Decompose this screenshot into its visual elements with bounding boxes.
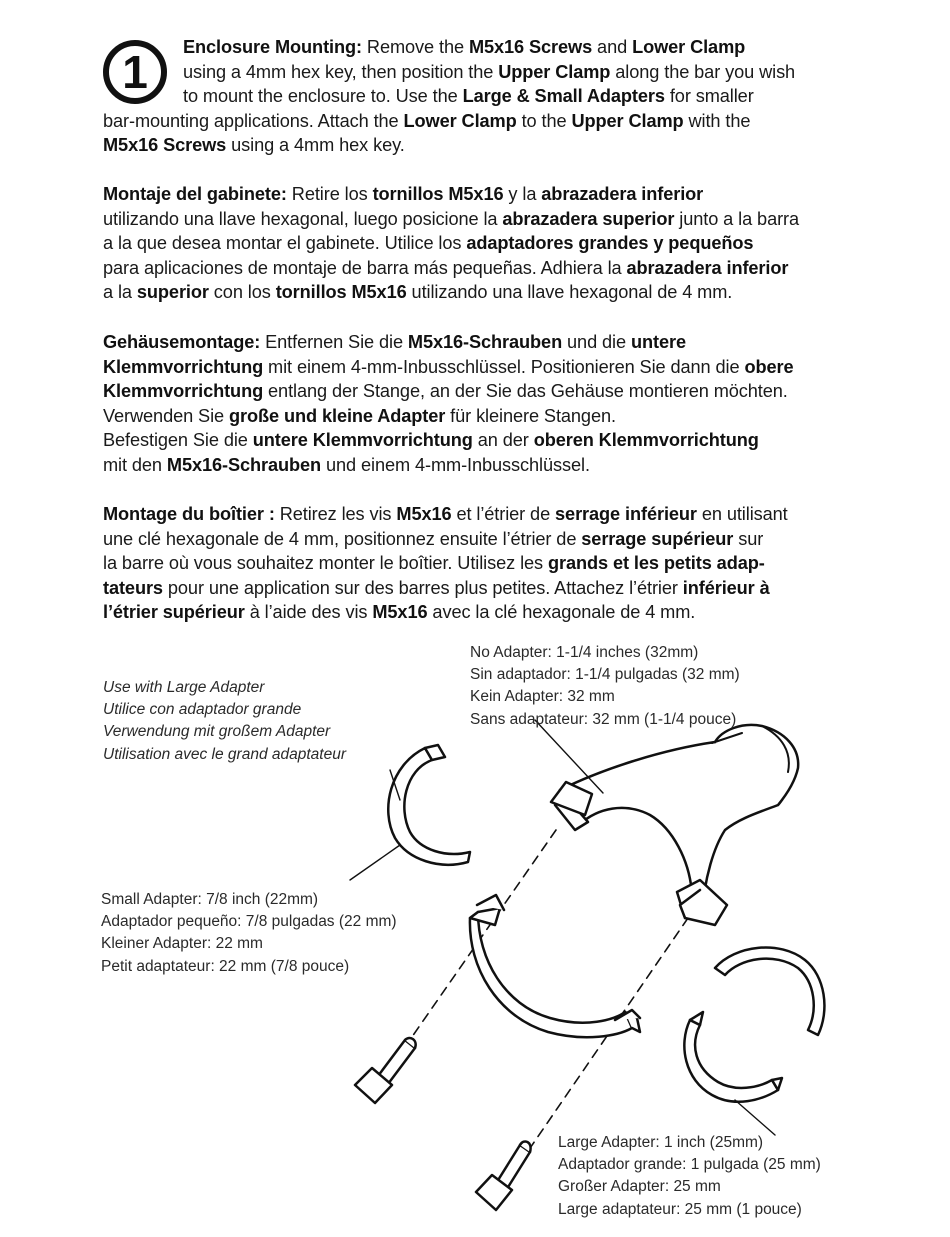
lower-clamp (470, 895, 640, 1037)
caption-line: No Adapter: 1-1/4 inches (32mm) (470, 644, 699, 661)
caption-line: Utilisation avec le grand adaptateur (103, 745, 346, 763)
bold-term: obere (744, 356, 794, 377)
text-run: using a 4mm hex key, then position the (183, 61, 499, 82)
caption-line: Large Adapter: 1 inch (25mm) (558, 1134, 764, 1151)
bold-term: abrazadera inferior (541, 184, 704, 204)
text-run: along the bar you wish (610, 61, 796, 82)
caption-line: Adaptador grande: 1 pulgada (25 mm) (558, 1156, 821, 1174)
text-run: and (592, 37, 633, 57)
bold-term: M5x16-Schrauben (407, 332, 563, 352)
text-run: für kleinere Stangen. (445, 405, 616, 426)
text-run: sur (733, 528, 764, 549)
bold-term: Klemmvorrichtung (103, 356, 264, 377)
bold-term: Large & Small Adapters (462, 86, 665, 106)
text-run: mit den (103, 454, 167, 475)
text-run: to the (516, 110, 572, 131)
bold-term: superior (136, 282, 209, 302)
caption-no-adapter (470, 642, 740, 731)
bold-term: grands et les petits adap- (547, 553, 765, 573)
bold-term: serrage supérieur (581, 528, 734, 549)
caption-line: Kein Adapter: 32 mm (470, 688, 615, 706)
caption-line: Sin adaptador: 1-1/4 pulgadas (32 mm) (470, 666, 740, 684)
bold-term: l’étrier supérieur (103, 602, 245, 622)
text-run: para aplicaciones de montaje de barra más pequeñas. Adhiera la (103, 257, 627, 278)
bold-term: inférieur à (682, 577, 770, 598)
caption-line: Small Adapter: 7/8 inch (22mm) (101, 891, 319, 908)
bold-term: große und kleine Adapter (229, 405, 446, 426)
text-run: Remove the (361, 37, 469, 57)
text-run: la barre où vous souhaitez monter le boîtier. Utilisez les (103, 553, 548, 573)
text-run: Befestigen Sie die (103, 430, 253, 450)
text-run: a la (103, 282, 137, 302)
bold-term: M5x16 (396, 504, 452, 524)
step-number: 1 (122, 46, 148, 98)
text-run: und die (562, 332, 631, 352)
bold-term: serrage inférieur (555, 504, 697, 524)
text-run: pour une application sur des barres plus petites. Attachez l’étrier (162, 577, 683, 598)
text-run: à l’aide des vis (244, 602, 373, 622)
bold-term: tornillos M5x16 (275, 282, 407, 302)
text-run: bar-mounting applications. Attach the (103, 110, 404, 131)
small-adapter (388, 745, 470, 865)
bold-term: M5x16 Screws (103, 135, 227, 155)
caption-line: Großer Adapter: 25 mm (558, 1178, 721, 1196)
bold-term: oberen Klemmvorrichtung (533, 430, 759, 450)
text-run: junto a la barra (674, 208, 800, 229)
caption-use-large-adapter (103, 677, 346, 766)
text-run: y la (503, 184, 542, 204)
text-run: a la que desea montar el gabinete. Utilice los (103, 233, 467, 253)
text-run: Verwenden Sie (103, 405, 230, 426)
text-run: et l’étrier de (451, 504, 556, 524)
bold-term: untere Klemmvorrichtung (252, 430, 473, 450)
screw-right (476, 1141, 531, 1210)
caption-line: Use with Large Adapter (103, 679, 265, 696)
large-adapter (684, 948, 824, 1102)
bold-term: Montage du boîtier : (103, 504, 275, 524)
caption-line: Adaptador pequeño: 7/8 pulgadas (22 mm) (101, 913, 397, 931)
bold-term: M5x16-Schrauben (166, 454, 322, 475)
caption-line: Utilice con adaptador grande (103, 701, 302, 719)
text-run: utilizando una llave hexagonal, luego posicione la (103, 208, 503, 229)
text-run: entlang der Stange, an der Sie das Gehäuse montieren möchten. (263, 381, 788, 401)
text-run: for smaller (664, 86, 754, 106)
bold-term: adaptadores grandes y pequeños (466, 233, 754, 253)
text-run: to mount the enclosure to. Use the (183, 86, 463, 106)
text-run: en utilisant (696, 504, 788, 524)
bold-term: abrazadera superior (502, 208, 675, 229)
caption-line: Kleiner Adapter: 22 mm (101, 935, 263, 953)
text-run: und einem 4-mm-Inbusschlüssel. (321, 454, 590, 475)
bold-term: untere (630, 332, 686, 352)
text-run: Retire los (286, 184, 373, 204)
caption-line: Sans adaptateur: 32 mm (1-1/4 pouce) (470, 710, 737, 728)
bold-term: M5x16 Screws (468, 37, 593, 57)
text-run: an der (472, 430, 534, 450)
text-run: using a 4mm hex key. (226, 135, 405, 155)
screw-left (355, 1038, 416, 1103)
bold-term: Montaje del gabinete: (103, 184, 287, 204)
text-run: con los (208, 282, 276, 302)
bold-term: abrazadera inferior (626, 257, 789, 278)
caption-line: Petit adaptateur: 22 mm (7/8 pouce) (101, 957, 350, 975)
text-run: une clé hexagonale de 4 mm, positionnez ensuite l’étrier de (103, 528, 582, 549)
bold-term: Upper Clamp (498, 61, 611, 82)
text-run: mit einem 4-mm-Inbusschlüssel. Positionieren Sie dann die (263, 356, 745, 377)
text-run: with the (683, 110, 751, 131)
caption-line: Large adaptateur: 25 mm (1 pouce) (558, 1200, 802, 1218)
text-run: utilizando una llave hexagonal de 4 mm. (406, 282, 733, 302)
assembly-guide-lines (375, 830, 688, 1170)
bold-term: Klemmvorrichtung (103, 381, 264, 401)
text-run: Retirez les vis (274, 504, 397, 524)
caption-line: Verwendung mit großem Adapter (103, 723, 331, 741)
caption-large-adapter (558, 1132, 821, 1221)
bold-term: tornillos M5x16 (372, 184, 504, 204)
bold-term: Enclosure Mounting: (183, 37, 362, 57)
caption-small-adapter (101, 889, 397, 978)
bold-term: Lower Clamp (403, 110, 517, 131)
bold-term: tateurs (103, 577, 163, 598)
text-run: avec la clé hexagonale de 4 mm. (427, 602, 696, 622)
upper-clamp (551, 725, 798, 925)
bold-term: Upper Clamp (571, 110, 684, 131)
bold-term: Lower Clamp (632, 37, 746, 57)
bold-term: M5x16 (372, 602, 428, 622)
bold-term: Gehäusemontage: (103, 332, 261, 352)
text-run: Entfernen Sie die (260, 332, 408, 352)
